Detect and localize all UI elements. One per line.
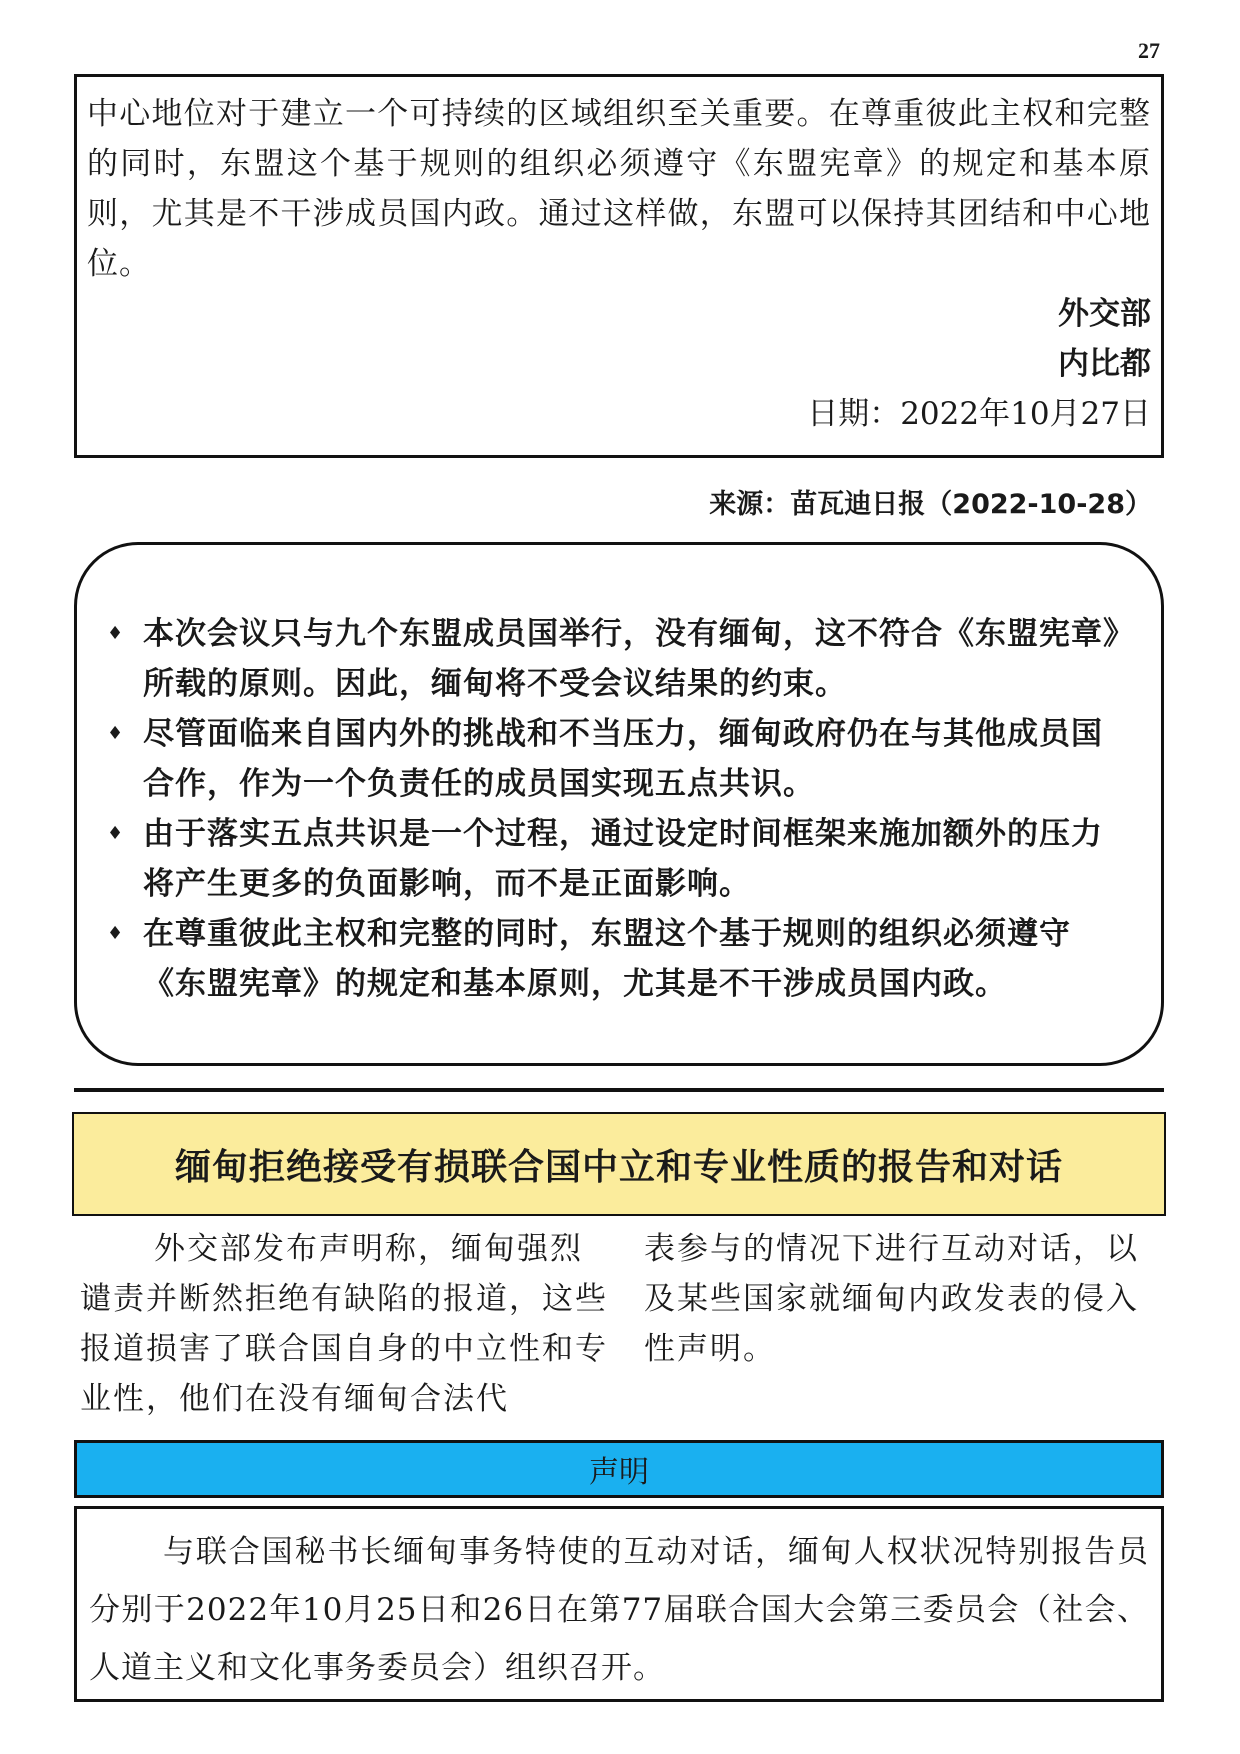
key-point-text: 在尊重彼此主权和完整的同时，东盟这个基于规则的组织必须遵守《东盟宪章》的规定和基本原则，尤其是不干涉成员国内政。 [143,916,1071,1002]
key-point-item [107,709,1121,809]
diamond-bullet-icon: ♦ [107,823,125,844]
section-divider [74,1088,1164,1092]
page-number: 27 [1138,38,1160,63]
article-left-column: 外交部发布声明称，缅甸强烈谴责并断然拒绝有缺陷的报道，这些报道损害了联合国自身的中立性和专业性，他们在没有缅甸合法代 [80,1231,608,1417]
signature-date: 日期：2022年10月27日 [807,396,1151,432]
key-point-item [107,609,1121,709]
statement-body-box [74,1506,1164,1702]
key-points-box [74,542,1164,1066]
key-point-text: 尽管面临来自国内外的挑战和不当压力，缅甸政府仍在与其他成员国合作，作为一个负责任的成员国实现五点共识。 [143,716,1103,802]
key-point-text: 由于落实五点共识是一个过程，通过设定时间框架来施加额外的压力将产生更多的负面影响，而不是正面影响。 [143,816,1103,902]
diamond-bullet-icon: ♦ [107,623,125,644]
key-points-list [107,609,1121,1009]
signature-city: 内比都 [1058,346,1151,382]
statement-body: 与联合国秘书长缅甸事务特使的互动对话，缅甸人权状况特别报告员分别于2022年10月25日和26日在第77届联合国大会第三委员会（社会、人道主义和文化事务委员会）组织召开。 [89,1534,1149,1686]
source-citation: 来源：苗瓦迪日报（2022-10-28） [709,489,1152,520]
diamond-bullet-icon: ♦ [107,723,125,744]
statement-label-bar: 声明 [74,1440,1164,1498]
key-point-item [107,909,1121,1009]
statement-excerpt-box [74,74,1164,458]
key-point-text: 本次会议只与九个东盟成员国举行，没有缅甸，这不符合《东盟宪章》所载的原则。因此，缅甸将不受会议结果的约束。 [143,616,1120,702]
signature-ministry: 外交部 [1058,296,1151,332]
article-headline: 缅甸拒绝接受有损联合国中立和专业性质的报告和对话 [72,1112,1166,1216]
key-point-item [107,809,1121,909]
diamond-bullet-icon: ♦ [107,923,125,944]
article-right-column: 表参与的情况下进行互动对话，以及某些国家就缅甸内政发表的侵入性声明。 [644,1231,1139,1367]
excerpt-paragraph: 中心地位对于建立一个可持续的区域组织至关重要。在尊重彼此主权和完整的同时，东盟这个基于规则的组织必须遵守《东盟宪章》的规定和基本原则，尤其是不干涉成员国内政。通过这样做，东盟可以保持其团结和中心地位。 [87,96,1151,282]
